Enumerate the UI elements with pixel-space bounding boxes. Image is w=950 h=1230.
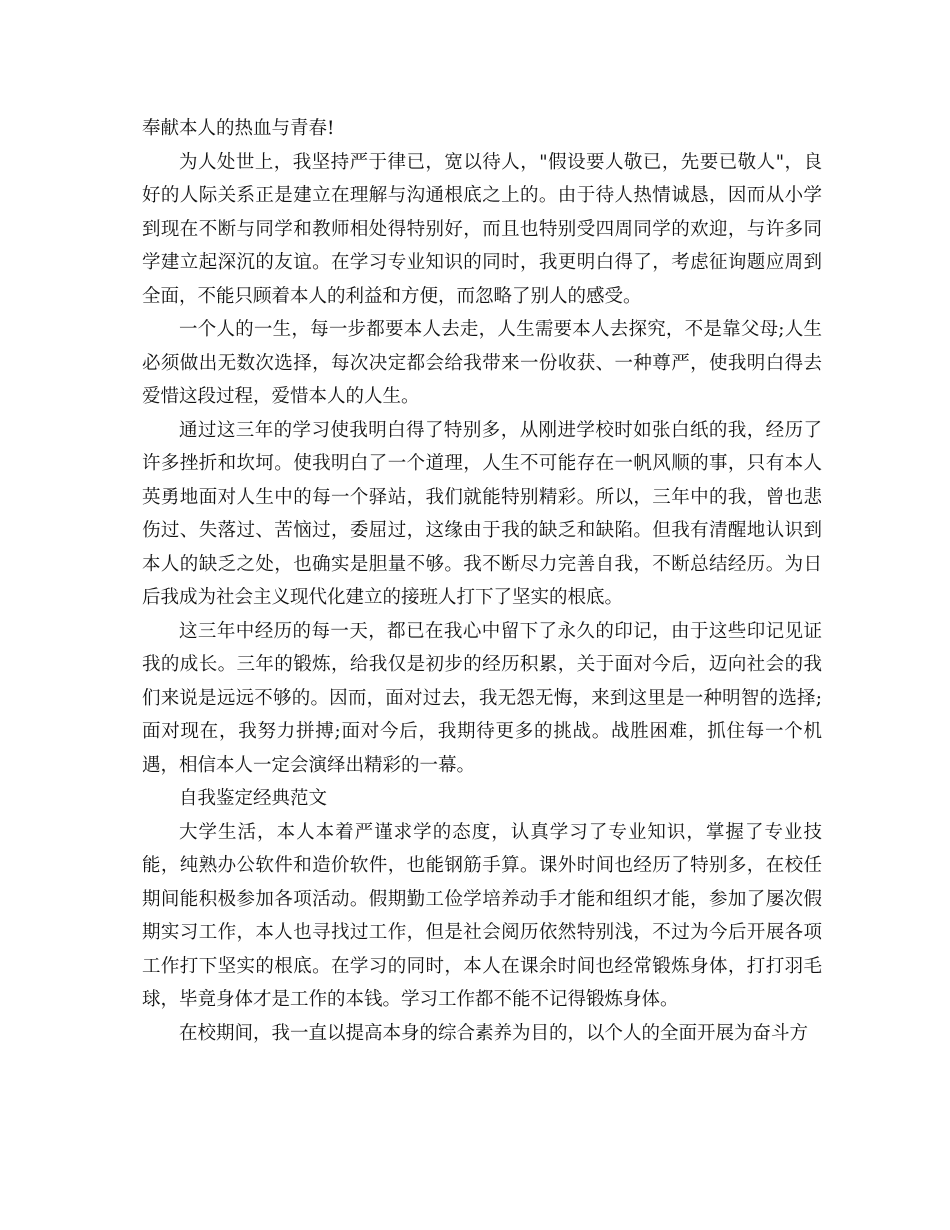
paragraph-3: 一个人的一生，每一步都要本人去走，人生需要本人去探究，不是靠父母;人生必须做出无数次选择，每次决定都会给我带来一份收获、一种尊严，使我明白得去爱惜这段过程，爱惜本人的人生。: [142, 319, 822, 407]
paragraph-7: 在校期间，我一直以提高本身的综合素养为目的，以个人的全面开展为奋斗方: [179, 1022, 809, 1044]
paragraph-4: 通过这三年的学习使我明白得了特别多，从刚进学校时如张白纸的我，经历了许多挫折和坎坷。使我明白了一个道理，人生不可能存在一帆风顺的事，只有本人英勇地面对人生中的每一个驿站，我们就能特别精彩。所以，三年中的我，曾也悲伤过、失落过、苦恼过，委屈过，这缘由于我的缺乏和缺陷。但我有清醒地认识到本人的缺乏之处，也确实是胆量不够。我不断尽力完善自我，不断总结经历。为日后我成为社会主义现代化建立的接班人打下了坚实的根底。: [142, 419, 822, 608]
paragraph-5: 这三年中经历的每一天，都已在我心中留下了永久的印记，由于这些印记见证我的成长。三年的锻炼，给我仅是初步的经历积累，关于面对今后，迈向社会的我们来说是远远不够的。因而，面对过去，我无怨无悔，来到这里是一种明智的选择;面对现在，我努力拼搏;面对今后，我期待更多的挑战。战胜困难，抓住每一个机遇，相信本人一定会演绎出精彩的一幕。: [142, 620, 822, 776]
document-body: [142, 112, 822, 1050]
section-heading: 自我鉴定经典范文: [179, 788, 328, 809]
paragraph-2: 为人处世上，我坚持严于律已，宽以待人，"假设要人敬已，先要已敬人"，良好的人际关系正是建立在理解与沟通根底之上的。由于待人热情诚恳，因而从小学到现在不断与同学和教师相处得特别好，而且也特别受四周同学的欢迎，与许多同学建立起深沉的友谊。在学习专业知识的同时，我更明白得了，考虑征询题应周到全面，不能只顾着本人的利益和方便，而忽略了别人的感受。: [142, 151, 822, 307]
paragraph-1: 奉献本人的热血与青春!: [142, 118, 335, 139]
paragraph-6: 大学生活，本人本着严谨求学的态度，认真学习了专业知识，掌握了专业技能，纯熟办公软件和造价软件，也能钢筋手算。课外时间也经历了特别多，在校任期间能积极参加各项活动。假期勤工俭学培养动手才能和组织才能，参加了屡次假期实习工作，本人也寻找过工作，但是社会阅历依然特别浅，不过为今后开展各项工作打下坚实的根底。在学习的同时，本人在课余时间也经常锻炼身体，打打羽毛球，毕竟身体才是工作的本钱。学习工作都不能不记得锻炼身体。: [142, 821, 822, 1010]
